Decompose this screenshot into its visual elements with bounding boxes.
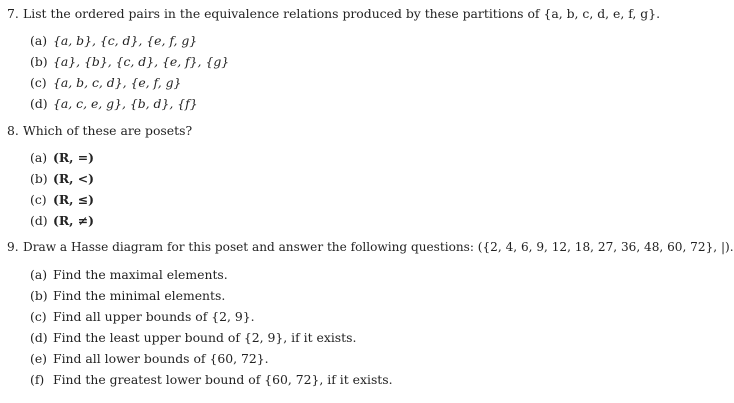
item-label: (b) (30, 54, 48, 69)
list-item (30, 330, 356, 345)
list-item (30, 267, 228, 282)
list-item (30, 75, 181, 90)
item-text: (R, ≤) (53, 192, 95, 207)
item-label: (a) (30, 33, 48, 48)
item-text: {a}, {b}, {c, d}, {e, f}, {g} (53, 54, 230, 69)
list-item (30, 96, 198, 111)
question-text: Draw a Hasse diagram for this poset and answer the following questions: ({2, 4, 6, 9, 12, 18, 27, 36, 48, 60, 72}, |). (23, 240, 734, 254)
list-item (30, 213, 94, 228)
question-number: 8. (7, 123, 19, 138)
item-label: (a) (30, 150, 48, 165)
question-text: Which of these are posets? (23, 123, 193, 138)
item-label: (c) (30, 75, 47, 90)
item-text: Find the minimal elements. (53, 288, 226, 303)
item-text: (R, =) (53, 150, 95, 165)
item-text: Find all upper bounds of {2, 9}. (53, 309, 255, 324)
list-item (30, 54, 229, 69)
item-label: (c) (30, 309, 47, 324)
item-label: (d) (30, 96, 48, 111)
question-7 (7, 6, 660, 21)
item-text: (R, ≠) (53, 213, 95, 228)
item-text: Find the greatest lower bound of {60, 72}, if it exists. (53, 372, 393, 387)
item-label: (d) (30, 213, 48, 228)
item-label: (b) (30, 171, 48, 186)
item-label: (f) (30, 372, 45, 387)
item-text: (R, <) (53, 171, 95, 186)
list-item (30, 351, 269, 366)
list-item (30, 372, 393, 387)
question-9 (7, 240, 734, 254)
list-item (30, 171, 94, 186)
list-item (30, 192, 94, 207)
list-item (30, 288, 225, 303)
item-label: (c) (30, 192, 47, 207)
question-number: 9. (7, 240, 19, 254)
item-label: (a) (30, 267, 48, 282)
item-text: Find the maximal elements. (53, 267, 228, 282)
question-text: List the ordered pairs in the equivalence relations produced by these partitions of {a, b, c, d, e, f, g}. (23, 6, 661, 21)
list-item (30, 33, 197, 48)
item-label: (d) (30, 330, 48, 345)
item-text: {a, b, c, d}, {e, f, g} (53, 75, 182, 90)
item-text: {a, b}, {c, d}, {e, f, g} (53, 33, 198, 48)
list-item (30, 309, 255, 324)
question-8 (7, 123, 192, 138)
item-text: Find all lower bounds of {60, 72}. (53, 351, 269, 366)
item-label: (b) (30, 288, 48, 303)
question-number: 7. (7, 6, 19, 21)
item-text: Find the least upper bound of {2, 9}, if it exists. (53, 330, 357, 345)
item-label: (e) (30, 351, 48, 366)
item-text: {a, c, e, g}, {b, d}, {f} (53, 96, 198, 111)
list-item (30, 150, 94, 165)
